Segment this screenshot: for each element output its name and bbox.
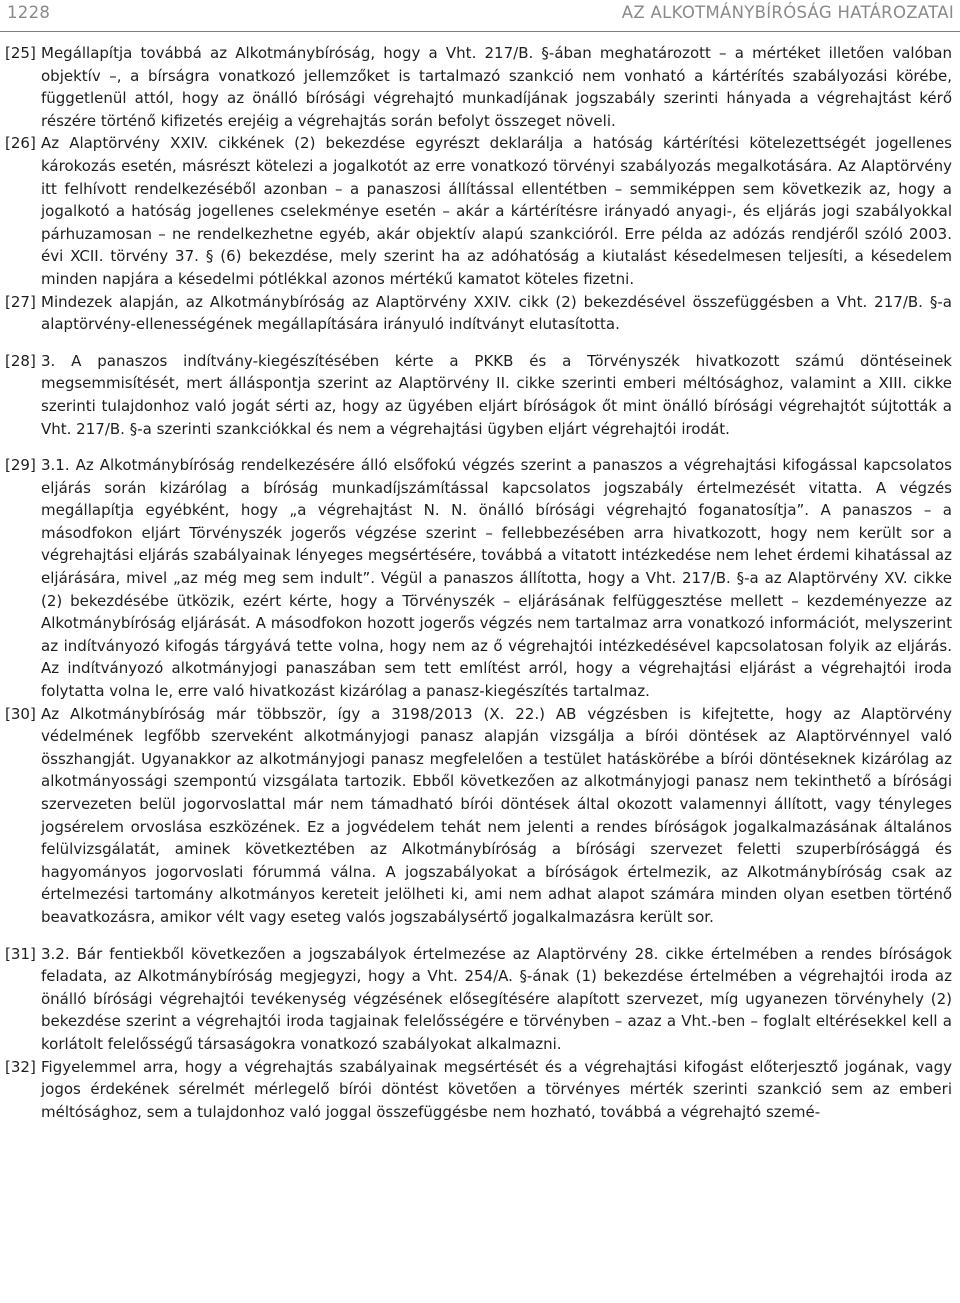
paragraph-text: Figyelemmel arra, hogy a végrehajtás szabályainak megsértését és a végrehajtási kifogást előterjesztő jogának, vagy jogos érdekének sérelmét mérlegelő bírói döntést követően a törvényes mérték szerinti szankció sem az emberi méltósághoz, sem a tulajdonhoz való joggal összefüggésbe nem hozható, továbbá a végrehajtó szemé- xyxy=(41,1057,952,1121)
paragraph-number: [28] xyxy=(5,351,36,370)
paragraph-30 xyxy=(0,703,960,929)
paragraph-number: [29] xyxy=(5,456,36,475)
paragraph-number: [25] xyxy=(5,44,36,62)
paragraph-number: [30] xyxy=(5,704,36,723)
paragraph-29 xyxy=(0,454,960,703)
paragraph-28 xyxy=(0,350,960,440)
paragraph-number: [31] xyxy=(5,944,36,963)
paragraph-text: Megállapítja továbbá az Alkotmánybíróság, hogy a Vht. 217/B. §-ában meghatározott – a mértéket illetően valóban objektív –, a bírságra vonatkozó jellemzőket is tartalmazó szankció nem vonható a kártérítés szabályozási körébe, függetlenül attól, hogy az önálló bírósági végrehajtó munkadíjának jogszabály szerinti hányada a végrehajtást kérő részére történő kifizetés erejéig a végrehajtás során befolyt összeget növeli. xyxy=(41,44,952,130)
running-title: AZ ALKOTMÁNYBÍRÓSÁG HATÁROZATAI xyxy=(621,3,954,22)
paragraph-number: [26] xyxy=(5,134,36,153)
page-number: 1228 xyxy=(7,3,51,22)
document-body xyxy=(0,42,960,1123)
paragraph-text: Mindezek alapján, az Alkotmánybíróság az Alaptörvény XXIV. cikk (2) bekezdésével összefüggésben a Vht. 217/B. §-a alaptörvény-ellenességének megállapítására irányuló indítványt elutasította. xyxy=(41,292,952,334)
paragraph-text: Az Alkotmánybíróság már többször, így a 3198/2013 (X. 22.) AB végzésben is kifejtette, hogy az Alaptörvény védelmének legfőbb szerveként alkotmányjogi panasz alapján vizsgálja a bírói döntések az Alaptörvénnyel való összhangját. Ugyanakkor az alkotmányjogi panasz megfelelően a testület hatáskörébe a bírói döntéseknek kizárólag az alkotmányossági szempontú vizsgálata tartozik. Ebből következően az alkotmányjogi panasz nem tekinthető a bírósági szervezeten belül jogorvoslattal már nem támadható bírói döntések által okozott valamennyi állított, vagy tényleges jogsérelem orvoslása eszközének. Ez a jogvédelem tehát nem jelenti a rendes bíróságok jogalkalmazásának általános felülvizsgálatát, aminek következtében az Alkotmánybíróság a bírósági szervezet feletti szuperbírósággá és hagyományos jogorvoslati fórummá válna. A jogszabályokat a bíróságok értelmezik, az Alkotmánybíróság csak az értelmezési tartomány alkotmányos kereteit jelölheti ki, ami nem adhat alapot számára minden olyan esetben történő beavatkozásra, amikor vélt vagy eseteg valós jogszabálysértő jogalkalmazásra került sor. xyxy=(41,704,952,926)
paragraph-text: 3.2. Bár fentiekből következően a jogszabályok értelmezése az Alaptörvény 28. cikke értelmében a rendes bíróságok feladata, az Alkotmánybíróság megjegyzi, hogy a Vht. 254/A. §-ának (1) bekezdése értelmében a végrehajtói iroda az önálló bírósági végrehajtói tevékenység végzésének elősegítésére alapított szervezet, míg ugyanezen törvényhely (2) bekezdése szerint a végrehajtói iroda tagjainak felelősségére e törvényben – azaz a Vht.-ben – foglalt eltérésekkel kell a korlátolt felelősségű társaságokra vonatkozó szabályokat alkalmazni. xyxy=(41,944,952,1053)
paragraph-27 xyxy=(0,291,960,336)
paragraph-text: Az Alaptörvény XXIV. cikkének (2) bekezdése egyrészt deklarálja a hatóság kártérítési kötelezettségét jogellenes károkozás esetén, másrészt kötelezi a jogalkotót az erre vonatkozó törvényi szabályozás megalkotására. Az Alaptörvény itt felhívott rendelkezéséből azonban – a panaszosi állítással ellentétben – semmiképpen sem következik az, hogy a jogalkotó a hatóság jogellenes cselekménye esetén – akár a kártérítésre irányadó anyagi-, és eljárás jogi szabályokkal párhuzamosan – ne rendelkezhetne egyéb, akár objektív alapú szankcióról. Erre példa az adózás rendjéről szóló 2003. évi XCII. törvény 37. § (6) bekezdése, mely szerint ha az adóhatóság a kiutalást késedelmesen teljesíti, a késedelem minden napjára a késedelmi pótlékkal azonos mértékű kamatot köteles fizetni. xyxy=(41,134,952,288)
paragraph-26 xyxy=(0,132,960,290)
paragraph-number: [32] xyxy=(5,1057,36,1076)
paragraph-text: 3. A panaszos indítvány-kiegészítésében kérte a PKKB és a Törvényszék hivatkozott számú döntéseinek megsemmisítését, mert álláspontja szerint az Alaptörvény II. cikke szerinti emberi méltósághoz, valamint a XIII. cikke szerinti tulajdonhoz való jogát sérti az, hogy az ügyében eljárt bíróságok őt mint önálló bírósági végrehajtót sújtották a Vht. 217/B. §-a szerinti szankciókkal és nem a végrehajtási ügyben eljárt végrehajtói irodát. xyxy=(41,351,952,438)
paragraph-text: 3.1. Az Alkotmánybíróság rendelkezésére álló elsőfokú végzés szerint a panaszos a végrehajtási kifogással kapcsolatos eljárás során kizárólag a bíróság munkadíjszámítással kapcsolatos jogszabály értelmezését vitatta. A végzés megállapítja egyébként, hogy „a végrehajtást N. N. önálló bírósági végrehajtó foganatosítja”. A panaszos – a másodfokon eljárt Törvényszék jogerős végzése szerint – fellebbezésében arra hivatkozott, hogy nem került sor a végrehajtási eljárás szabályainak lényeges megsértésére, továbbá a vitatott intézkedése nem lehet érdemi kihatással az eljárására, mivel „az még meg sem indult”. Végül a panaszos állította, hogy a Vht. 217/B. §-a az Alaptörvény XV. cikke (2) bekezdésébe ütközik, ezért kérte, hogy a Törvényszék – eljárásának felfüggesztése mellett – kezdeményezze az Alkotmánybíróság eljárását. A másodfokon hozott jogerős végzés nem tartalmaz arra vonatkozó információt, melyszerint az indítványozó kifogás tárgyává tette volna, hogy nem az ő végrehajtói intézkedésével kapcsolatosan folyik az eljárás. Az indítványozó alkotmányjogi panaszában sem tett említést arról, hogy a végrehajtási eljárást a végrehajtói iroda folytatta volna le, erre való hivatkozást kizárólag a panasz-kiegészítés tartalmaz. xyxy=(41,456,952,701)
paragraph-number: [27] xyxy=(5,292,36,311)
running-header xyxy=(0,0,960,32)
paragraph-32 xyxy=(0,1056,960,1124)
paragraph-25 xyxy=(0,42,960,132)
paragraph-31 xyxy=(0,943,960,1056)
